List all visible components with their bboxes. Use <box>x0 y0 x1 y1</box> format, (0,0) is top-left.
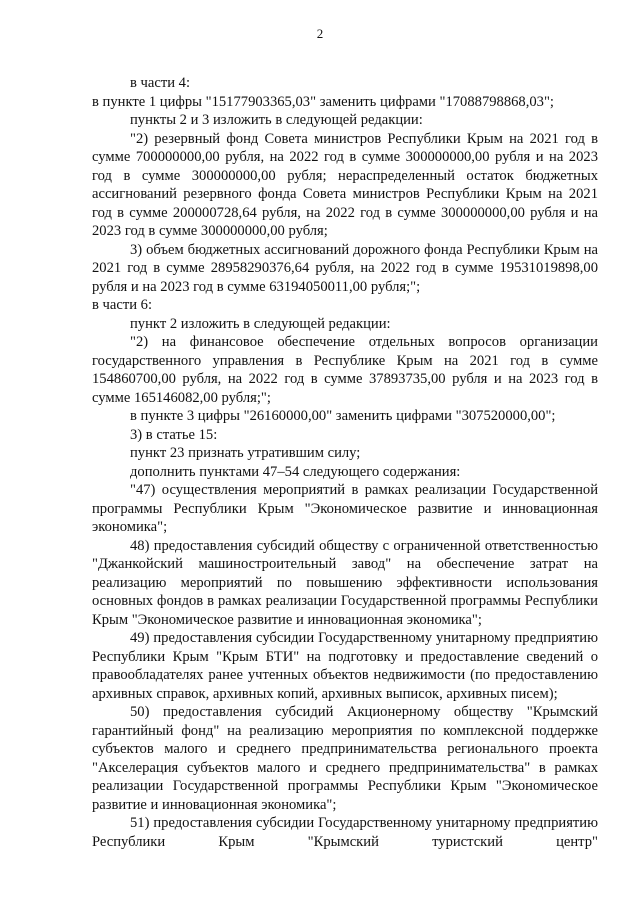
paragraph-add-points-intro: дополнить пунктами 47–54 следующего содержания: <box>130 463 461 480</box>
paragraph-point23-repeal: пункт 23 признать утратившим силу; <box>130 445 361 461</box>
document-body <box>92 74 598 851</box>
page-number: 2 <box>316 26 324 41</box>
paragraph-points2-3-intro: пункты 2 и 3 изложить в следующей редакции: <box>130 112 423 128</box>
paragraph-point1-numbers: в пункте 1 цифры "15177903365,03" заменить цифрами "17088798868,03"; <box>92 93 554 110</box>
paragraph-item-51: 51) предоставления субсидии Государственному унитарному предприятию Республики Крым "Крымский туристский центр" <box>92 815 598 850</box>
paragraph-item-49: 49) предоставления субсидии Государственному унитарному предприятию Республики Крым "Крым БТИ" на подготовку и предоставление сведений о правообладателях ранее учтенных объектов недвижимости (по предоставлению архивных справок, архивных копий, архивных выписок, архивных писем); <box>92 630 598 702</box>
paragraph-item-48: 48) предоставления субсидий обществу с ограниченной ответственностью "Джанкойский машиностроительный завод" на обеспечение затрат на реализацию мероприятий по повышению эффективности использования основных фондов в рамках реализации Государственной программы Республики Крым "Экономическое развитие и инновационная экономика"; <box>92 537 598 628</box>
paragraph-reserve-fund: "2) резервный фонд Совета министров Республики Крым на 2021 год в сумме 700000000,00 рубля, на 2022 год в сумме 300000000,00 рубля и на 2023 год в сумме 300000000,00 рубля; нераспределенный остаток бюджетных ассигнований резервного фонда Совета министров Республики Крым на 2021 год в сумме 200000728,64 рубля, на 2022 год в сумме 300000000,00 рубля и на 2023 год в сумме 300000000,00 рубля; <box>92 130 598 239</box>
paragraph-financial-support: "2) на финансовое обеспечение отдельных вопросов организации государственного управления в Республике Крым на 2021 год в сумме 154860700,00 рубля, на 2022 год в сумме 37893735,00 рубля и на 2023 год в сумме 165146082,00 рубля;"; <box>92 334 598 406</box>
paragraph-item-50: 50) предоставления субсидий Акционерному обществу "Крымский гарантийный фонд" на реализацию мероприятия по комплексной поддержке субъектов малого и среднего предпринимательства регионального проекта "Акселерация субъектов малого и среднего предпринимательства" в рамках реализации Государственной программы Республики Крым "Экономическое развитие и инновационная экономика"; <box>92 704 598 813</box>
paragraph-part6-heading: в части 6: <box>92 297 153 313</box>
paragraph-item-47: "47) осуществления мероприятий в рамках реализации Государственной программы Республики Крым "Экономическое развитие и инновационная экономика"; <box>92 482 598 535</box>
paragraph-article15-heading: 3) в статье 15: <box>130 426 218 443</box>
paragraph-part4-heading: в части 4: <box>130 75 191 91</box>
paragraph-point2-intro: пункт 2 изложить в следующей редакции: <box>130 315 391 332</box>
paragraph-point3-numbers: в пункте 3 цифры "26160000,00" заменить цифрами "307520000,00"; <box>130 408 556 424</box>
paragraph-road-fund: 3) объем бюджетных ассигнований дорожного фонда Республики Крым на 2021 год в сумме 28958290376,64 рубля, на 2022 год в сумме 19531019898,00 рубля и на 2023 год в сумме 63194050011,00 рубля;"; <box>92 241 598 295</box>
